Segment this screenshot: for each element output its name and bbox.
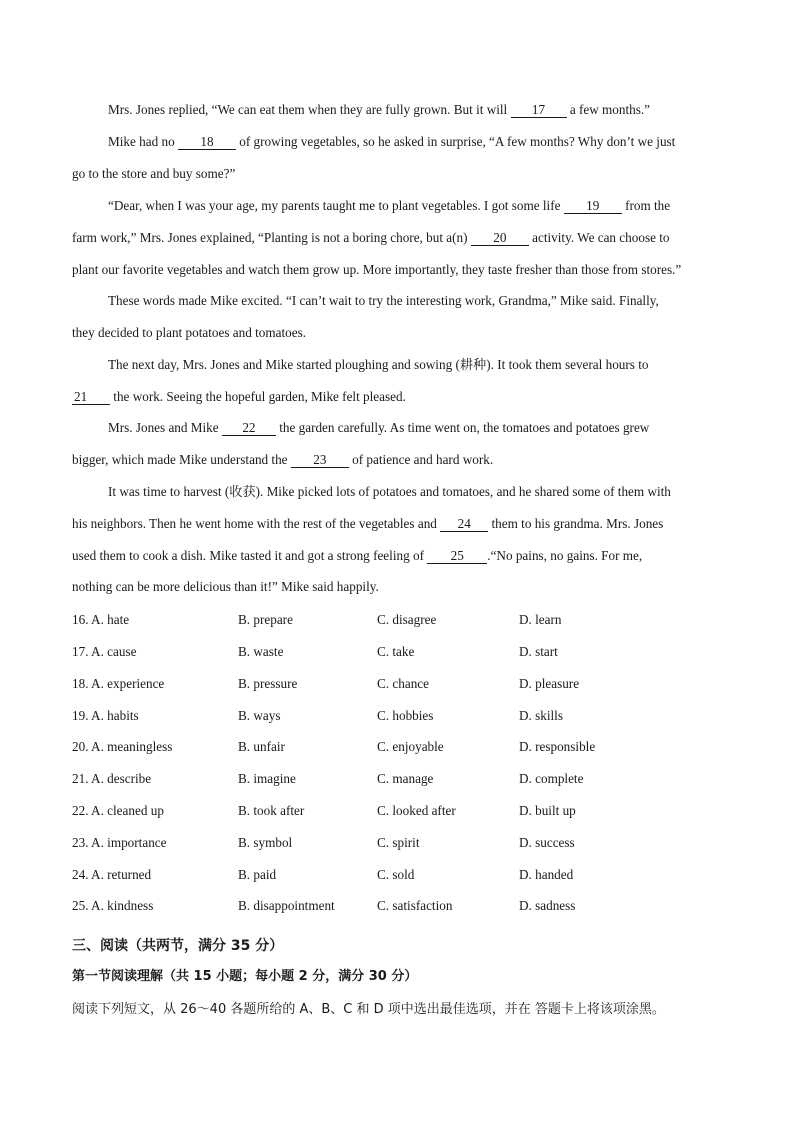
passage-paragraph-6 [72,412,722,476]
passage-paragraph-5 [72,349,722,413]
passage-text: Mrs. Jones replied, “We can eat them when they are fully grown. But it will [108,102,508,117]
option-d: D. responsible [519,739,596,754]
option-c: C. sold [377,867,415,882]
option-row-16 [72,612,722,632]
blank-18: 18 [178,135,236,150]
option-row-17 [72,644,722,664]
option-d: D. complete [519,771,584,786]
section-instruction: 阅读下列短文，从 26～40 各题所给的 A、B、C 和 D 项中选出最佳选项，并在 答题卡上将该项涂黑。 [72,1002,665,1017]
option-a: 22. A. cleaned up [72,803,164,818]
blank-23: 23 [291,453,349,468]
passage-text: them to his grandma. Mrs. Jones [491,515,664,531]
option-a: 25. A. kindness [72,898,154,913]
blank-19: 19 [564,199,622,214]
option-b: B. ways [238,708,281,723]
passage-text: of growing vegetables, so he asked in surprise, “A few months? Why don’t we just [239,134,676,149]
option-d: D. success [519,835,575,850]
option-b: B. prepare [238,612,293,627]
option-a: 24. A. returned [72,867,152,882]
passage-text: the garden carefully. As time went on, the tomatoes and potatoes grew [279,420,650,435]
blank-17: 17 [511,103,567,118]
option-b: B. disappointment [238,898,335,913]
option-row-21 [72,771,722,791]
option-d: D. learn [519,612,562,627]
passage-line: they decided to plant potatoes and tomatoes. [72,324,307,340]
option-d: D. pleasure [519,676,580,691]
blank-22: 22 [222,421,276,436]
passage-line [72,412,722,444]
passage-text: the work. Seeing the hopeful garden, Mike felt pleased. [113,388,406,404]
blank-20: 20 [471,231,529,246]
passage-paragraph-3 [72,190,722,285]
option-b: B. pressure [238,676,298,691]
option-b: B. unfair [238,739,285,754]
option-b: B. symbol [238,835,293,850]
option-c: C. disagree [377,612,437,627]
passage-line [72,94,722,126]
passage-text: Mike had no [108,134,175,149]
option-b: B. paid [238,867,277,882]
passage-text: .“No pains, no gains. For me, [487,547,643,563]
option-row-24 [72,867,722,887]
option-d: D. sadness [519,898,576,913]
option-row-22 [72,803,722,823]
passage-line [72,381,722,413]
option-b: B. took after [238,803,305,818]
option-b: B. waste [238,644,284,659]
passage-line: plant our favorite vegetables and watch them grow up. More importantly, they taste fresher than those from stores.” [72,261,682,277]
passage-text: his neighbors. Then he went home with the rest of the vegetables and [72,515,437,531]
option-c: C. chance [377,676,429,691]
option-a: 16. A. hate [72,612,130,627]
passage-paragraph-2 [72,126,722,190]
option-a: 19. A. habits [72,708,139,723]
passage-line [72,126,722,158]
option-row-20 [72,739,722,759]
passage-text: used them to cook a dish. Mike tasted it and got a strong feeling of [72,547,424,563]
passage-line: go to the store and buy some?” [72,165,236,181]
passage-text: bigger, which made Mike understand the [72,451,288,467]
option-c: C. satisfaction [377,898,453,913]
option-row-19 [72,708,722,728]
section-subtitle: 第一节阅读理解（共 15 小题；每小题 2 分，满分 30 分） [72,969,418,984]
passage-paragraph-4 [72,285,722,349]
option-d: D. start [519,644,558,659]
passage-text: activity. We can choose to [532,229,670,245]
passage-line [72,222,722,254]
passage-line [72,508,722,540]
passage-text: from the [625,198,671,213]
passage-line: The next day, Mrs. Jones and Mike started ploughing and sowing (耕种). It took them several hours to [108,357,649,372]
passage-line: It was time to harvest (收获). Mike picked lots of potatoes and tomatoes, and he shared some of them with [108,484,671,499]
section-title: 三、阅读（共两节，满分 35 分） [72,938,284,954]
option-c: C. spirit [377,835,420,850]
passage-line [72,444,722,476]
passage-text: of patience and hard work. [352,451,494,467]
option-d: D. handed [519,867,574,882]
option-c: C. enjoyable [377,739,444,754]
option-row-25 [72,898,722,918]
passage-line [72,540,722,572]
option-a: 18. A. experience [72,676,165,691]
passage-paragraph-1 [72,94,722,126]
passage-line: nothing can be more delicious than it!” Mike said happily. [72,579,379,595]
option-row-18 [72,676,722,696]
option-c: C. looked after [377,803,456,818]
option-a: 17. A. cause [72,644,137,659]
option-c: C. manage [377,771,434,786]
option-c: C. hobbies [377,708,434,723]
option-a: 20. A. meaningless [72,739,173,754]
passage-text: farm work,” Mrs. Jones explained, “Planting is not a boring chore, but a(n) [72,229,468,245]
passage-text: Mrs. Jones and Mike [108,420,219,435]
blank-21: 21 [72,390,110,405]
blank-25: 25 [427,549,487,564]
option-b: B. imagine [238,771,296,786]
passage-paragraph-7 [72,476,722,603]
option-a: 21. A. describe [72,771,152,786]
passage-line: These words made Mike excited. “I can’t wait to try the interesting work, Grandma,” Mike said. Finally, [108,293,659,308]
option-a: 23. A. importance [72,835,167,850]
passage-text: a few months.” [569,102,651,117]
option-c: C. take [377,644,415,659]
blank-24: 24 [440,517,488,532]
option-d: D. built up [519,803,576,818]
passage-line [72,190,722,222]
option-d: D. skills [519,708,563,723]
option-row-23 [72,835,722,855]
passage-text: “Dear, when I was your age, my parents taught me to plant vegetables. I got some life [108,198,561,213]
